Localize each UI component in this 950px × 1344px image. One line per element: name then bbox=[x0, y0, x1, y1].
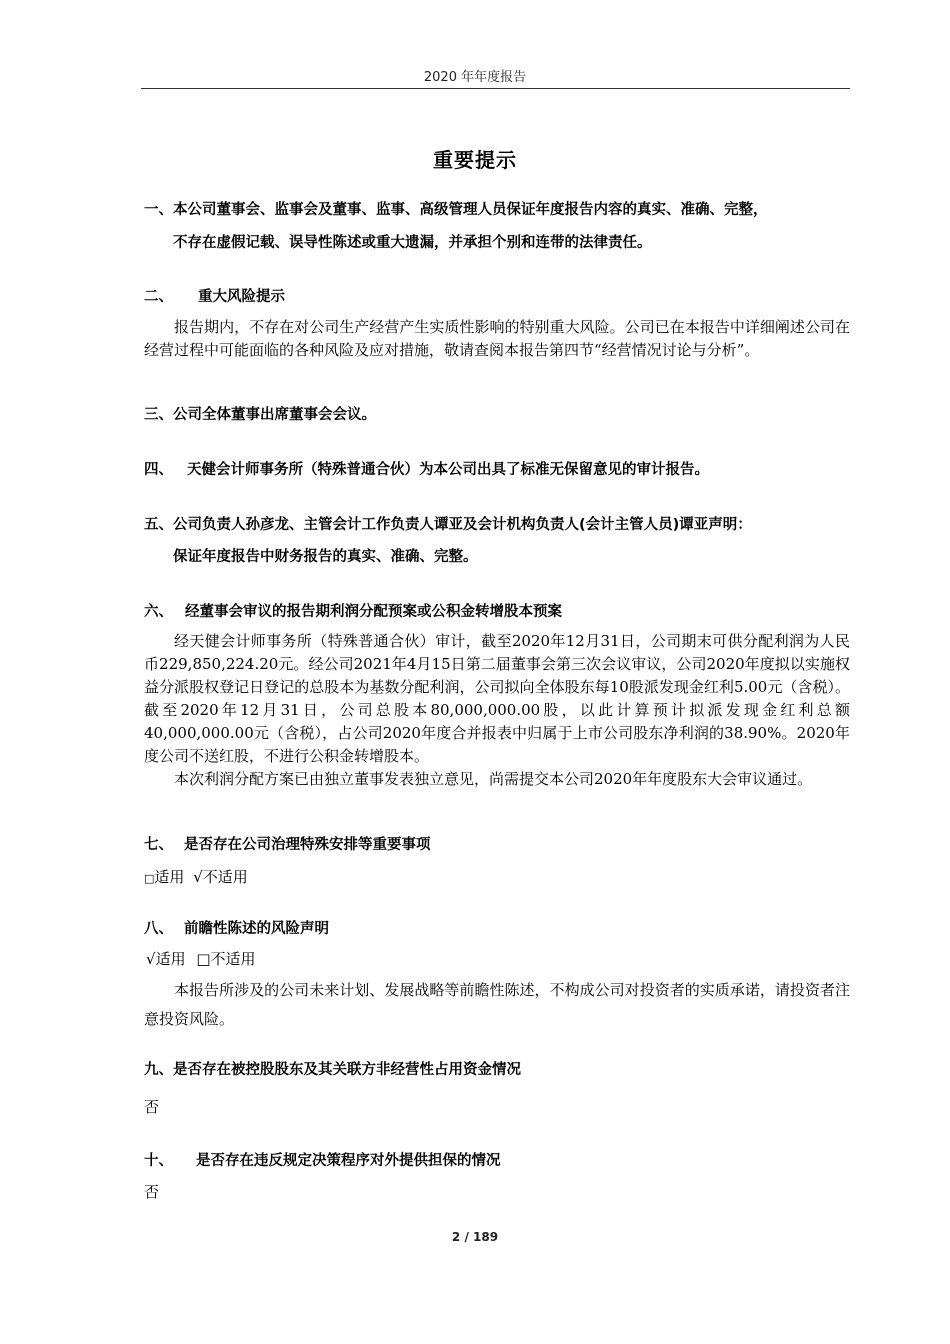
section-3-heading: 三、公司全体董事出席董事会会议。 bbox=[144, 407, 376, 423]
header-rule bbox=[141, 88, 850, 89]
checkbox-unchecked-icon: □ bbox=[196, 950, 211, 968]
section-8-paragraph bbox=[144, 976, 850, 1034]
section-2-title: 重大风险提示 bbox=[198, 289, 285, 305]
section-4-number: 四、 bbox=[144, 462, 173, 478]
section-7-title: 是否存在公司治理特殊安排等重要事项 bbox=[184, 837, 431, 853]
section-6-number: 六、 bbox=[144, 604, 173, 620]
section-1-line-1: 一、本公司董事会、监事会及董事、监事、高级管理人员保证年度报告内容的真实、准确、完整， bbox=[144, 202, 768, 218]
section-8-title: 前瞻性陈述的风险声明 bbox=[184, 921, 329, 937]
section-6-text-2: 本次利润分配方案已由独立董事发表独立意见，尚需提交本公司2020年年度股东大会审议通过。 bbox=[174, 770, 813, 788]
section-8-text: 本报告所涉及的公司未来计划、发展战略等前瞻性陈述，不构成公司对投资者的实质承诺，请投资者注意投资风险。 bbox=[144, 981, 850, 1028]
section-7-options bbox=[144, 866, 248, 887]
section-5-line-2: 保证年度报告中财务报告的真实、准确、完整。 bbox=[173, 549, 478, 565]
page-title: 重要提示 bbox=[433, 148, 517, 172]
section-6-heading bbox=[144, 600, 562, 621]
option-not-applicable: 不适用 bbox=[202, 868, 248, 886]
section-6-paragraph bbox=[144, 630, 850, 791]
option-not-applicable: 不适用 bbox=[210, 950, 256, 968]
section-2-text: 报告期内，不存在对公司生产经营产生实质性影响的特别重大风险。公司已在本报告中详细阐述公司在经营过程中可能面临的各种风险及应对措施，敬请查阅本报告第四节“经营情况讨论与分析”。 bbox=[144, 318, 850, 359]
section-10-title: 是否存在违反规定决策程序对外提供担保的情况 bbox=[196, 1153, 501, 1169]
section-10-number: 十、 bbox=[144, 1153, 173, 1169]
section-5-line-1: 五、公司负责人孙彦龙、主管会计工作负责人谭亚及会计机构负责人(会计主管人员)谭亚声明： bbox=[144, 517, 752, 533]
option-applicable: 适用 bbox=[155, 950, 186, 968]
section-6-text-1: 经天健会计师事务所（特殊普通合伙）审计，截至2020年12月31日，公司期末可供分配利润为人民币229,850,224.20元。经公司2021年4月15日第二届董事会第三次会议审议，公司2020年度拟以实施权益分派股权登记日登记的总股本为基数分配利润，公司拟向全体股东每10股派发现金红利5.00元（含税）。截至2020年12月31日，公司总股本80,000,000.00股，以此计算预计拟派发现金红利总额40,000,000.00元（含税），占公司2020年度合并报表中归属于上市公司股东净利润的38.90%。2020年度公司不送红股，不进行公积金转增股本。 bbox=[144, 632, 850, 765]
checkbox-unchecked-icon: □ bbox=[144, 872, 155, 885]
check-mark-icon: √ bbox=[146, 950, 156, 968]
section-7-heading bbox=[144, 833, 431, 854]
section-8-number: 八、 bbox=[144, 921, 173, 937]
section-9-heading: 九、是否存在被控股股东及其关联方非经营性占用资金情况 bbox=[144, 1062, 521, 1078]
section-9-answer: 否 bbox=[144, 1098, 160, 1116]
running-header: 2020 年年度报告 bbox=[423, 70, 527, 85]
section-2-number: 二、 bbox=[144, 289, 173, 305]
section-6-title: 经董事会审议的报告期利润分配预案或公积金转增股本预案 bbox=[185, 604, 562, 620]
page-number: 2 / 189 bbox=[451, 1230, 499, 1244]
option-applicable: 适用 bbox=[154, 868, 185, 886]
section-4-title: 天健会计师事务所（特殊普通合伙）为本公司出具了标准无保留意见的审计报告。 bbox=[187, 462, 709, 478]
section-10-heading bbox=[144, 1149, 501, 1170]
section-8-heading bbox=[144, 917, 329, 938]
section-8-options bbox=[146, 948, 256, 969]
check-mark-icon: √ bbox=[193, 868, 203, 886]
section-4-heading bbox=[144, 458, 709, 479]
section-1-line-2: 不存在虚假记载、误导性陈述或重大遗漏，并承担个别和连带的法律责任。 bbox=[173, 235, 652, 251]
section-2-heading bbox=[144, 285, 285, 306]
section-2-paragraph bbox=[144, 316, 850, 362]
section-7-number: 七、 bbox=[144, 837, 173, 853]
section-10-answer: 否 bbox=[144, 1183, 160, 1201]
